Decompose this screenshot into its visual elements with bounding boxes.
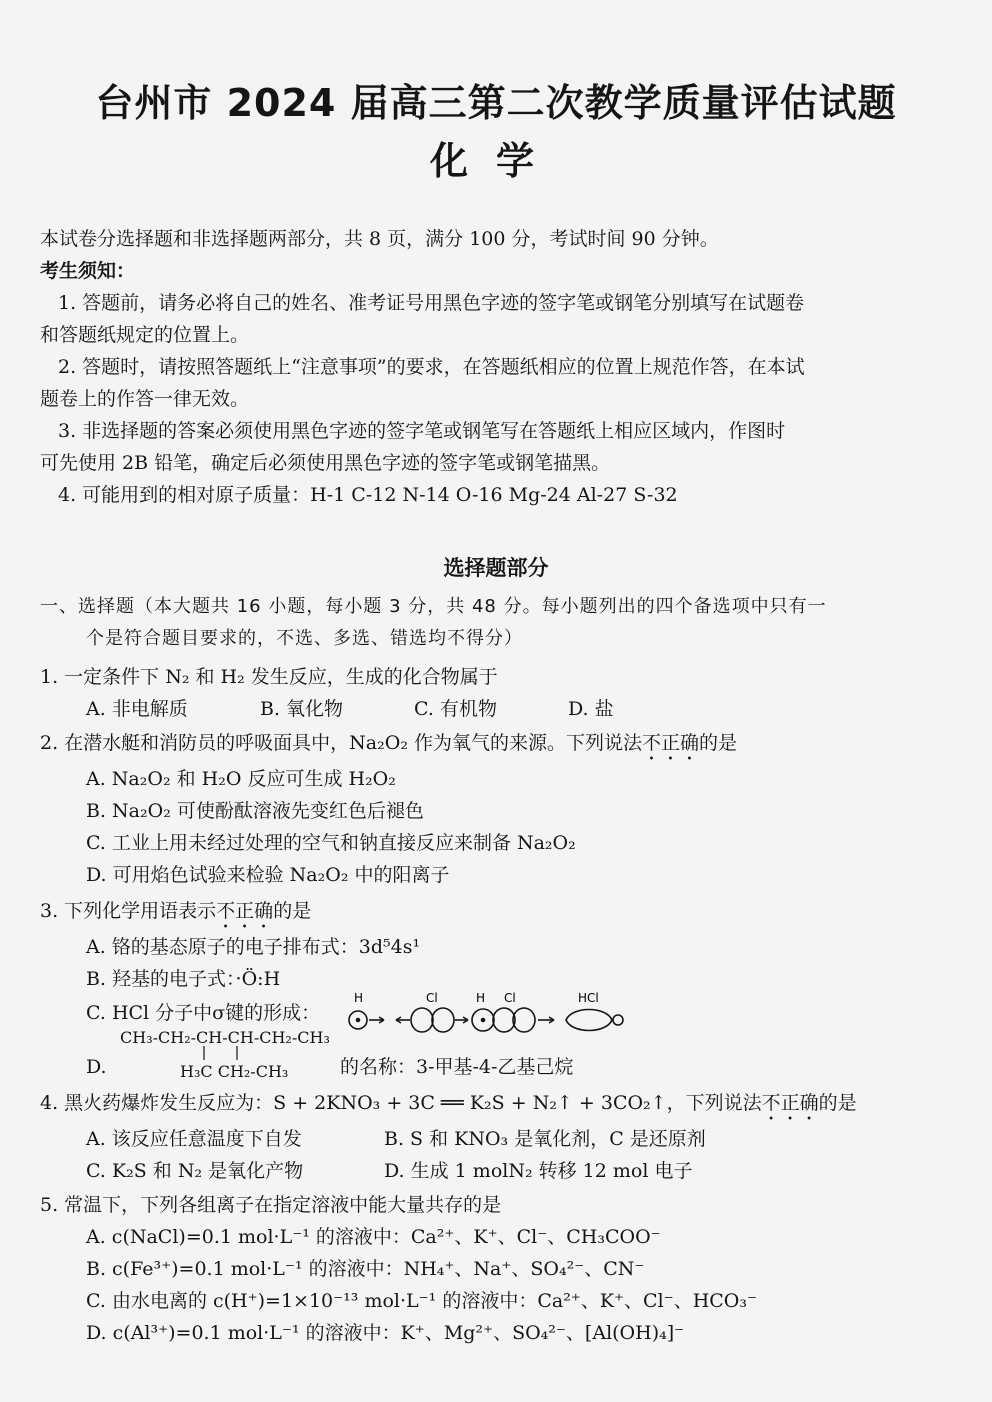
section-intro-a: 一、选择题（本大题共 16 小题，每小题 3 分，共 48 分。每小题列出的四个备选项中只有一 [40,596,827,617]
q3-option-c: C. HCl 分子中σ键的形成： [86,1002,321,1024]
q1-option-c: C. 有机物 [414,698,497,720]
notice-4: 4. 可能用到的相对原子质量：H-1 C-12 N-14 O-16 Mg-24 Al-27 S-32 [58,484,678,506]
hydroxyl-electron-formula: ·Ö:H [235,968,281,990]
notice-3b: 可先使用 2B 铅笔，确定后必须使用黑色字迹的签字笔或钢笔描黑。 [40,452,611,474]
notice-3a: 3. 非选择题的答案必须使用黑色字迹的签字笔或钢笔写在答题纸上相应区域内，作图时 [58,420,786,442]
q5-option-d: D. c(Al³⁺)=0.1 mol·L⁻¹ 的溶液中：K⁺、Mg²⁺、SO₄²⁻、[Al(OH)₄]⁻ [86,1322,685,1344]
cl-p-orbital-left [411,1008,433,1032]
q3-stem-pre: 3. 下列化学用语表示 [40,900,217,922]
q4-stem-emphasis: 不正确 [761,1092,819,1114]
notice-2b: 题卷上的作答一律无效。 [40,388,250,410]
orbital-label-h2: H [476,991,486,1005]
q3-d-main-chain: CH₃-CH₂-CH-CH-CH₂-CH₃ [120,1028,330,1047]
sigma-bond-diagram [344,988,634,1034]
q4-option-a: A. 该反应任意温度下自发 [86,1128,302,1150]
branch-bonds [196,1046,256,1062]
orbital-label-hcl: HCl [578,991,599,1005]
q4-stem [40,1090,857,1125]
q5-option-c: C. 由水电离的 c(H⁺)=1×10⁻¹³ mol·L⁻¹ 的溶液中：Ca²⁺、K⁺、Cl⁻、HCO₃⁻ [86,1290,758,1312]
q3-stem-post: 的是 [273,900,312,922]
q2-stem-pre: 2. 在潜水艇和消防员的呼吸面具中，Na₂O₂ 作为氧气的来源。下列说法 [40,732,642,754]
q3-stem [40,898,311,933]
orbital-label-cl1: Cl [426,991,438,1005]
q2-option-b: B. Na₂O₂ 可使酚酞溶液先变红色后褪色 [86,800,424,822]
q3-option-b-text: B. 羟基的电子式： [86,968,236,990]
exam-subject: 化学 [429,139,562,183]
q1-option-a: A. 非电解质 [86,698,188,720]
q5-option-b: B. c(Fe³⁺)=0.1 mol·L⁻¹ 的溶液中：NH₄⁺、Na⁺、SO₄²⁻、CN⁻ [86,1258,645,1280]
q2-option-c: C. 工业上用未经过处理的空气和钠直接反应来制备 Na₂O₂ [86,832,576,854]
q1-stem: 1. 一定条件下 N₂ 和 H₂ 发生反应，生成的化合物属于 [40,666,498,688]
notice-2a: 2. 答题时，请按照答题纸上“注意事项”的要求，在答题纸相应的位置上规范作答，在本试 [58,356,805,378]
q5-option-a: A. c(NaCl)=0.1 mol·L⁻¹ 的溶液中：Ca²⁺、K⁺、Cl⁻、CH₃COO⁻ [86,1226,661,1248]
exam-summary: 本试卷分选择题和非选择题两部分，共 8 页，满分 100 分，考试时间 90 分钟。 [40,228,719,250]
cl-p-orbital-right [432,1008,454,1032]
q4-option-b: B. S 和 KNO₃ 是氧化剂，C 是还原剂 [384,1128,706,1150]
orbital-label-cl2: Cl [504,991,516,1005]
q2-stem-post: 的是 [699,732,738,754]
orbital-label-h1: H [354,991,364,1005]
q1-option-b: B. 氧化物 [260,698,344,720]
exam-title: 台州市 2024 届高三第二次教学质量评估试题 [95,81,897,125]
hcl-sigma-orbital [566,1010,612,1031]
q2-stem [40,730,737,765]
q4-stem-pre: 4. 黑火药爆炸发生反应为：S + 2KNO₃ + 3C ══ K₂S + N₂↑ + 3CO₂↑，下列说法 [40,1092,762,1114]
q2-option-d: D. 可用焰色试验来检验 Na₂O₂ 中的阳离子 [86,864,450,886]
q3-option-d-label: D. [86,1056,107,1078]
q4-option-d: D. 生成 1 molN₂ 转移 12 mol 电子 [384,1160,693,1182]
q3-option-a: A. 铬的基态原子的电子排布式：3d⁵4s¹ [86,936,421,958]
q5-stem: 5. 常温下，下列各组离子在指定溶液中能大量共存的是 [40,1194,502,1216]
notice-1a: 1. 答题前，请务必将自己的姓名、准考证号用黑色字迹的签字笔或钢笔分别填写在试题卷 [58,292,805,314]
section-intro-b: 个是符合题目要求的，不选、多选、错选均不得分） [86,628,523,649]
q3-option-b [86,966,280,992]
q4-stem-post: 的是 [818,1092,857,1114]
q3-stem-emphasis: 不正确 [216,900,274,922]
q2-option-a: A. Na₂O₂ 和 H₂O 反应可生成 H₂O₂ [86,768,396,790]
q1-option-d: D. 盐 [568,698,614,720]
q4-option-c: C. K₂S 和 N₂ 是氧化产物 [86,1160,304,1182]
notice-1b: 和答题纸规定的位置上。 [40,324,250,346]
section-title: 选择题部分 [443,556,549,580]
q3-option-d-name: 的名称：3-甲基-4-乙基己烷 [340,1056,574,1078]
q3-d-substituents: H₃C CH₂-CH₃ [180,1062,289,1081]
notice-heading: 考生须知： [40,260,136,282]
q2-stem-emphasis: 不正确 [641,732,699,754]
